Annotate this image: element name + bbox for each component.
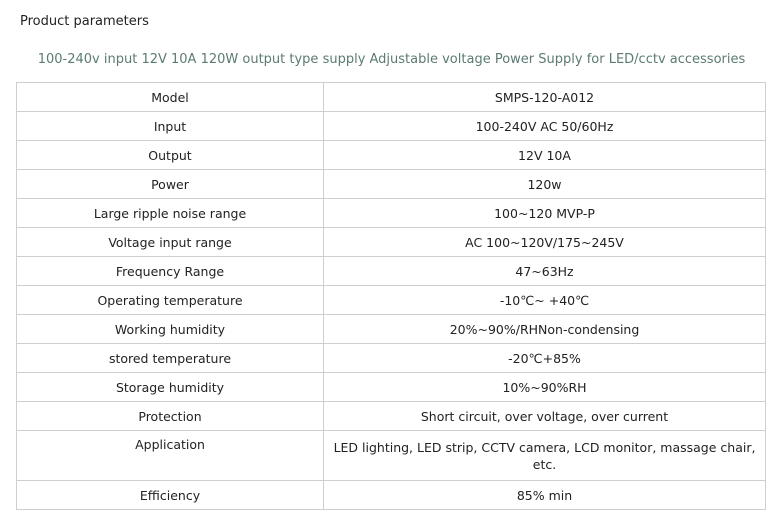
row-label: stored temperature: [17, 344, 324, 373]
row-label: Working humidity: [17, 315, 324, 344]
table-row: [17, 402, 766, 431]
table-row: [17, 141, 766, 170]
row-value: 12V 10A: [324, 141, 766, 170]
row-value: Short circuit, over voltage, over current: [324, 402, 766, 431]
row-label: Operating temperature: [17, 286, 324, 315]
row-value: AC 100~120V/175~245V: [324, 228, 766, 257]
table-row: [17, 315, 766, 344]
row-label: Large ripple noise range: [17, 199, 324, 228]
row-label: Input: [17, 112, 324, 141]
table-row: [17, 286, 766, 315]
row-label: Protection: [17, 402, 324, 431]
row-value: 47~63Hz: [324, 257, 766, 286]
table-row: [17, 431, 766, 481]
row-label: Model: [17, 83, 324, 112]
row-value: 100-240V AC 50/60Hz: [324, 112, 766, 141]
table-row: [17, 228, 766, 257]
spec-table: [16, 82, 766, 510]
row-value: 85% min: [324, 481, 766, 510]
row-label: Voltage input range: [17, 228, 324, 257]
row-label: Efficiency: [17, 481, 324, 510]
table-row: [17, 481, 766, 510]
row-label: Power: [17, 170, 324, 199]
table-row: [17, 112, 766, 141]
row-value: 20%~90%/RHNon-condensing: [324, 315, 766, 344]
row-label: Application: [17, 431, 324, 481]
row-label: Storage humidity: [17, 373, 324, 402]
row-value: 10%~90%RH: [324, 373, 766, 402]
table-row: [17, 170, 766, 199]
row-value: 120w: [324, 170, 766, 199]
table-row: [17, 199, 766, 228]
row-value: SMPS-120-A012: [324, 83, 766, 112]
table-row: [17, 373, 766, 402]
row-value: LED lighting, LED strip, CCTV camera, LCD monitor, massage chair, etc.: [324, 431, 766, 481]
table-row: [17, 344, 766, 373]
row-value: 100~120 MVP-P: [324, 199, 766, 228]
row-value: -10℃~ +40℃: [324, 286, 766, 315]
product-subtitle: 100-240v input 12V 10A 120W output type supply Adjustable voltage Power Supply for LED/cctv accessories: [37, 52, 746, 67]
table-row: [17, 257, 766, 286]
row-value: -20℃+85%: [324, 344, 766, 373]
row-label: Output: [17, 141, 324, 170]
table-row: [17, 83, 766, 112]
row-label: Frequency Range: [17, 257, 324, 286]
section-heading: Product parameters: [20, 14, 149, 29]
